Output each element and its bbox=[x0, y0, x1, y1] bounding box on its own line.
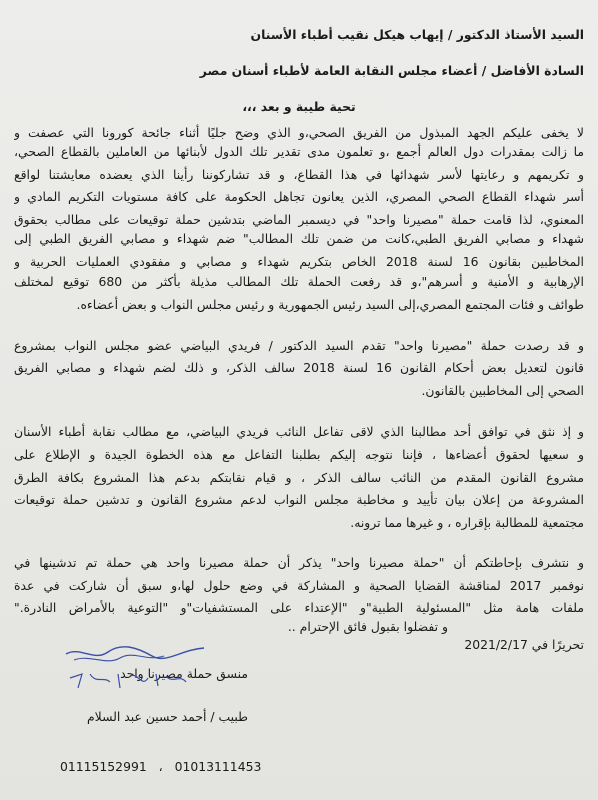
phone-separator: ، bbox=[158, 759, 163, 774]
para3-line: مجتمعية للمطالبة بإقراره ، و غيرها مما ترونه. bbox=[350, 515, 584, 530]
para3-line: مشروع القانون المقدم من النائب سالف الذكر ، و قيام نقابتكم بدعم هذا المشروع بكافة الطرق bbox=[14, 470, 584, 485]
para1-line: الإرهابية و الأمنية و أسرهم"،و قد رفعت الحملة تلك المطالب مذيلة بأكثر من 680 توقيع لمختلف bbox=[14, 274, 584, 289]
para4-line: نوفمبر 2017 لمناقشة القضايا الصحية و المشاركة في وضع حلول لها،و سبق أن شاركت في عدة bbox=[14, 578, 584, 593]
phone-number-2: 01115152991 bbox=[60, 759, 147, 774]
para1-line: أسر شهداء القطاع الصحي المصري، الذين يعانون تجاهل الحكومة على كافة مستويات التكريم المادي و bbox=[14, 189, 584, 204]
para2-line: و قد رصدت حملة "مصيرنا واحد" تقدم السيد الدكتور / فريدي البياضي عضو مجلس النواب بمشروع bbox=[14, 338, 584, 353]
para3-line: و سعيها لحقوق أعضاءها ، فإننا نتوجه إليكم بطلبنا التفاعل مع هذه الخطوة الجيدة و الإطلاع على bbox=[14, 447, 584, 462]
phone-number-1: 01013111453 bbox=[174, 759, 262, 774]
para1-line: المعنوي، لذا قامت حملة "مصيرنا واحد" في ديسمبر الماضي بتدشين حملة توقيعات على مطالب بحقوق bbox=[14, 212, 584, 227]
handwritten-signature bbox=[60, 644, 210, 700]
para2-line: الصحي إلى المخاطبين بالقانون. bbox=[421, 383, 584, 398]
para3-line: المشروعة من إعلان بيان تأييد و مخاطبة مجلس النواب لدعم مشروع القانون و تدشين حملة توقيعات bbox=[14, 492, 584, 507]
para1-line: شهداء و مصابي الفريق الطبي،كانت من ضمن تلك المطالب" ضم شهداء و مصابي الفريق الطبي إلى bbox=[14, 231, 584, 246]
para1-line: ما زالت بمقدرات دول العالم أجمع ،و تعلمون مدى تقدير تلك الدول لأبنائها من العاملين بالقطاع الصحي، bbox=[14, 144, 584, 159]
para3-line: و إذ نثق في توافق أحد مطالبنا الذي لاقى تفاعل النائب فريدي البياضي، مع مطالب نقابة أطباء الأسنان bbox=[14, 424, 584, 439]
para4-line: ملفات هامة مثل "المسئولية الطبية"و "الإعتداء على المستشفيات"و "التوعية بالأمراض النادرة." bbox=[14, 600, 584, 615]
addressee-line-2: السادة الأفاضل / أعضاء مجلس النقابة العامة لأطباء أسنان مصر bbox=[199, 63, 584, 78]
signer-line: طبيب / أحمد حسين عبد السلام bbox=[87, 709, 248, 724]
para1-line: طوائف و فئات المجتمع المصري،إلى السيد رئيس الجمهورية و رئيس مجلس النواب و بعض أعضاءه. bbox=[76, 297, 584, 312]
para1-line: المخاطبين بقانون 16 لسنة 2018 الخاص بتكريم شهداء و مصابي و مفقودي العمليات الحربية و bbox=[14, 254, 584, 269]
closing-line: و تفضلوا بقبول فائق الإحترام .. bbox=[287, 619, 448, 634]
para1-line: و تكريمهم و رعايتها لأسر شهدائها في هذا القطاع، و قد تشاركوننا رأينا الذي يعضده معايشتنا لواقع bbox=[14, 167, 584, 182]
date-line: تحريرًا في 2021/2/17 bbox=[464, 637, 584, 652]
greeting: تحية طيبة و بعد ،،، bbox=[242, 99, 356, 114]
addressee-line-1: السيد الأستاذ الدكتور / إيهاب هيكل نقيب أطباء الأسنان bbox=[250, 27, 584, 42]
para4-line: و نتشرف بإحاطتكم أن "حملة مصيرنا واحد" يذكر أن حملة مصيرنا واحد هي حملة تم تدشينها في bbox=[14, 555, 584, 570]
phone-numbers bbox=[60, 758, 320, 776]
para1-line: لا يخفى عليكم الجهد المبذول من الفريق الصحي،و الذي وضح جليًا أثناء جائحة كورونا التي عصفت و bbox=[14, 125, 584, 140]
coordinator-line: منسق حملة مصيرنا واحد bbox=[120, 666, 248, 681]
para2-line: قانون لتعديل بعض أحكام القانون 16 لسنة 2018 سالف الذكر، و ذلك لضم شهداء و مصابي الفريق bbox=[14, 360, 584, 375]
